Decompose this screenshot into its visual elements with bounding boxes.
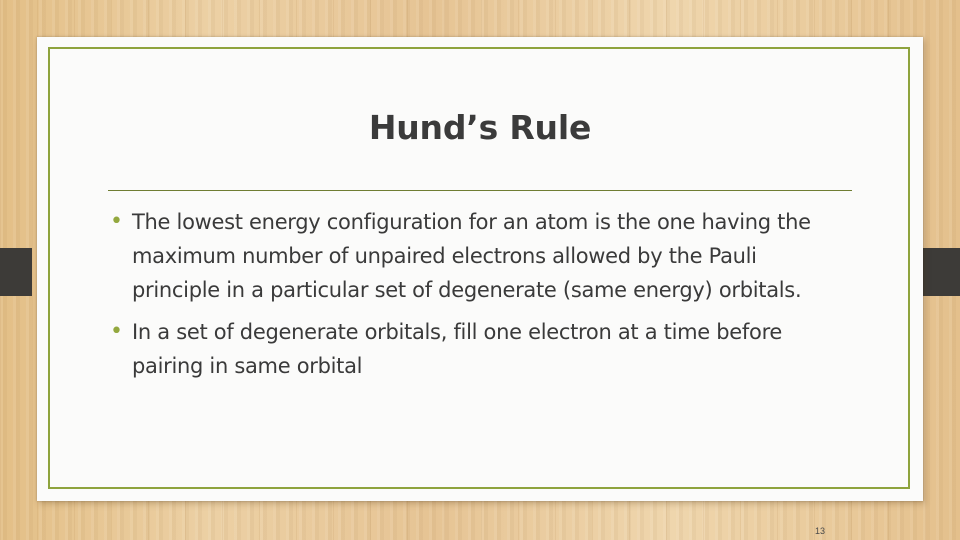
- bullet-list: [108, 205, 848, 383]
- title-divider: [108, 190, 852, 191]
- bullet-text: The lowest energy configuration for an atom is the one having the maximum number of unpaired electrons allowed by the Pauli principle in a particular set of degenerate (same energy) orbitals.: [132, 210, 811, 302]
- bullet-item: [108, 205, 848, 307]
- left-side-tab: [0, 248, 32, 296]
- slide-title: Hund’s Rule: [368, 108, 592, 147]
- bullet-marker-icon: •: [110, 319, 123, 344]
- bullet-text: In a set of degenerate orbitals, fill one electron at a time before pairing in same orbital: [132, 320, 783, 378]
- bullet-item: [108, 315, 848, 383]
- page-number: 13: [815, 526, 826, 536]
- bullet-marker-icon: •: [110, 209, 123, 234]
